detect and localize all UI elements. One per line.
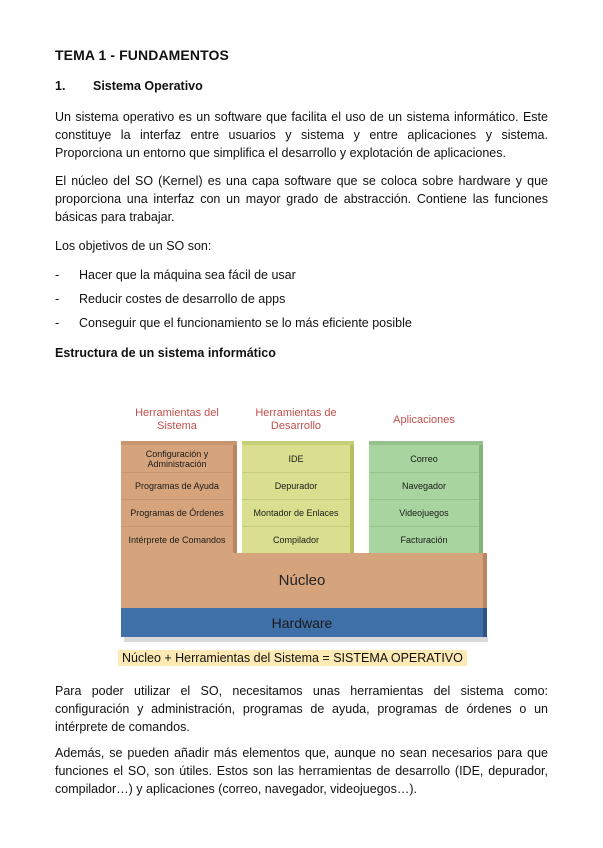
system-tools-column [121, 445, 237, 553]
diagram-cell: Correo [369, 445, 479, 473]
list-item [55, 290, 285, 308]
paragraph-system-tools: Para poder utilizar el SO, necesitamos unas herramientas del sistema como: configuración y administración, programas de ayuda, programas de órdenes o un intérprete de comandos. [55, 684, 548, 734]
diagram-cell: Videojuegos [369, 499, 479, 527]
list-item-text: Conseguir que el funcionamiento se lo más eficiente posible [79, 316, 412, 330]
diagram-cell: Facturación [400, 534, 448, 545]
paragraph-extra-elements: Además, se pueden añadir más elementos que, aunque no sean necesarios para que funciones el SO, son útiles. Estos son las herramientas de desarrollo (IDE, depurador, compilador…) y aplicaciones (correo, navegador, videojuegos…). [55, 746, 548, 796]
caption-system-tools: Herramientas del Sistema [135, 407, 219, 432]
diagram-cell: Programas de Ayuda [121, 472, 233, 500]
section-heading [55, 79, 203, 93]
dev-tools-column [242, 445, 354, 553]
list-dash: - [55, 268, 60, 282]
caption-dev-tools: Herramientas de Desarrollo [255, 407, 337, 432]
page-heading: TEMA 1 - FUNDAMENTOS [55, 47, 229, 63]
diagram-cell: Programas de Órdenes [121, 499, 233, 527]
list-dash: - [55, 292, 60, 306]
hardware-layer: Hardware [121, 608, 487, 637]
kernel-layer: Núcleo [121, 553, 487, 608]
diagram-cell: Compilador [272, 534, 320, 545]
diagram-shadow [124, 637, 488, 642]
list-item [55, 314, 412, 332]
paragraph-objectives-intro: Los objetivos de un SO son: [55, 239, 212, 253]
structure-heading: Estructura de un sistema informático [55, 346, 276, 360]
diagram-cell: Montador de Enlaces [242, 499, 350, 527]
diagram-cell: Depurador [242, 472, 350, 500]
diagram-cell: IDE [242, 445, 350, 473]
os-equation-caption: Núcleo + Herramientas del Sistema = SISTEMA OPERATIVO [118, 650, 467, 666]
paragraph-definition: Un sistema operativo es un software que facilita el uso de un sistema informático. Este constituye la interfaz entre usuarios y sistema y entre aplicaciones y sistema. Proporciona un entorno que simplifica el desarrollo y explotación de aplicaciones. [55, 110, 548, 160]
diagram-cell: Configuración y Administración [121, 445, 233, 473]
paragraph-kernel: El núcleo del SO (Kernel) es una capa software que se coloca sobre hardware y que proporciona una interfaz con un mayor grado de abstracción. Contiene las funciones básicas para trabajar. [55, 174, 548, 224]
diagram-cell: Navegador [369, 472, 479, 500]
section-number: 1. [55, 79, 66, 93]
applications-column [369, 445, 483, 553]
list-item-text: Hacer que la máquina sea fácil de usar [79, 268, 296, 282]
section-title: Sistema Operativo [93, 79, 203, 93]
list-dash: - [55, 316, 60, 330]
list-item [55, 266, 296, 284]
system-structure-diagram [118, 400, 488, 645]
caption-applications: Aplicaciones [393, 414, 455, 426]
diagram-cell: Intérprete de Comandos [128, 534, 226, 545]
list-item-text: Reducir costes de desarrollo de apps [79, 292, 286, 306]
